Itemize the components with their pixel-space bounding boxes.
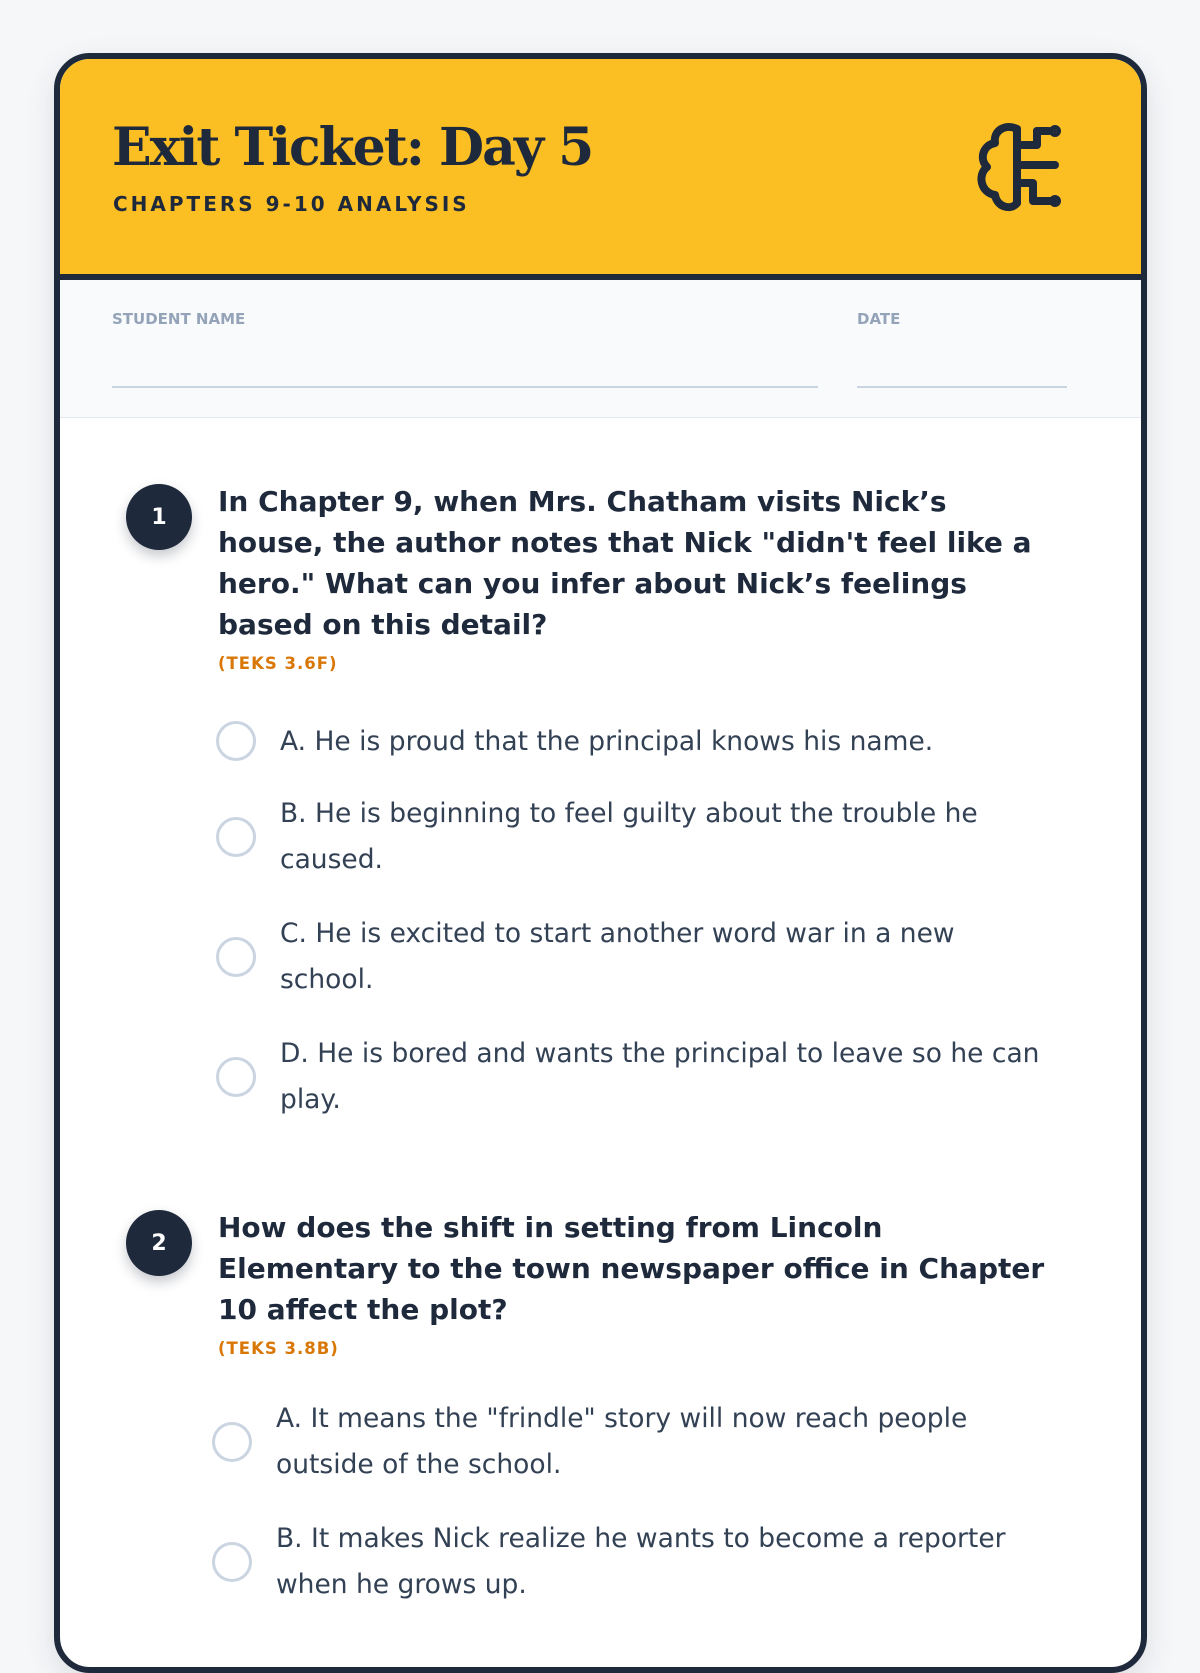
radio-button[interactable] bbox=[212, 1542, 252, 1582]
exit-ticket-card bbox=[54, 53, 1147, 1673]
student-info-section bbox=[60, 280, 1141, 418]
student-name-label: STUDENT NAME bbox=[112, 310, 246, 328]
radio-button[interactable] bbox=[216, 721, 256, 761]
question-number-badge: 1 bbox=[126, 484, 192, 550]
page-title: Exit Ticket: Day 5 bbox=[112, 117, 593, 178]
answer-text: A. He is proud that the principal knows his name. bbox=[280, 726, 934, 757]
question-number-badge: 2 bbox=[126, 1210, 192, 1276]
radio-button[interactable] bbox=[216, 817, 256, 857]
brain-icon bbox=[975, 121, 1065, 216]
question-text: How does the shift in setting from Lincoln Elementary to the town newspaper office in Chapter 10 affect the plot? bbox=[218, 1211, 1045, 1326]
date-field[interactable] bbox=[857, 386, 1067, 388]
question-text: In Chapter 9, when Mrs. Chatham visits Nick’s house, the author notes that Nick "didn't feel like a hero." What can you infer about Nick’s feelings based on this detail? bbox=[218, 485, 1032, 641]
answer-text: C. He is excited to start another word war in a new school. bbox=[280, 918, 955, 995]
teks-standard: (TEKS 3.8B) bbox=[218, 1339, 339, 1358]
answer-text: A. It means the "frindle" story will now reach people outside of the school. bbox=[276, 1403, 968, 1480]
student-name-field[interactable] bbox=[112, 386, 818, 388]
answer-text: D. He is bored and wants the principal to leave so he can play. bbox=[280, 1038, 1040, 1115]
header bbox=[60, 59, 1141, 280]
date-label: DATE bbox=[857, 310, 901, 328]
radio-button[interactable] bbox=[216, 1057, 256, 1097]
answer-text: B. It makes Nick realize he wants to become a reporter when he grows up. bbox=[276, 1523, 1006, 1600]
teks-standard: (TEKS 3.6F) bbox=[218, 654, 338, 673]
page-subtitle: CHAPTERS 9-10 ANALYSIS bbox=[113, 192, 470, 216]
answer-text: B. He is beginning to feel guilty about the trouble he caused. bbox=[280, 798, 978, 875]
radio-button[interactable] bbox=[216, 937, 256, 977]
radio-button[interactable] bbox=[212, 1422, 252, 1462]
